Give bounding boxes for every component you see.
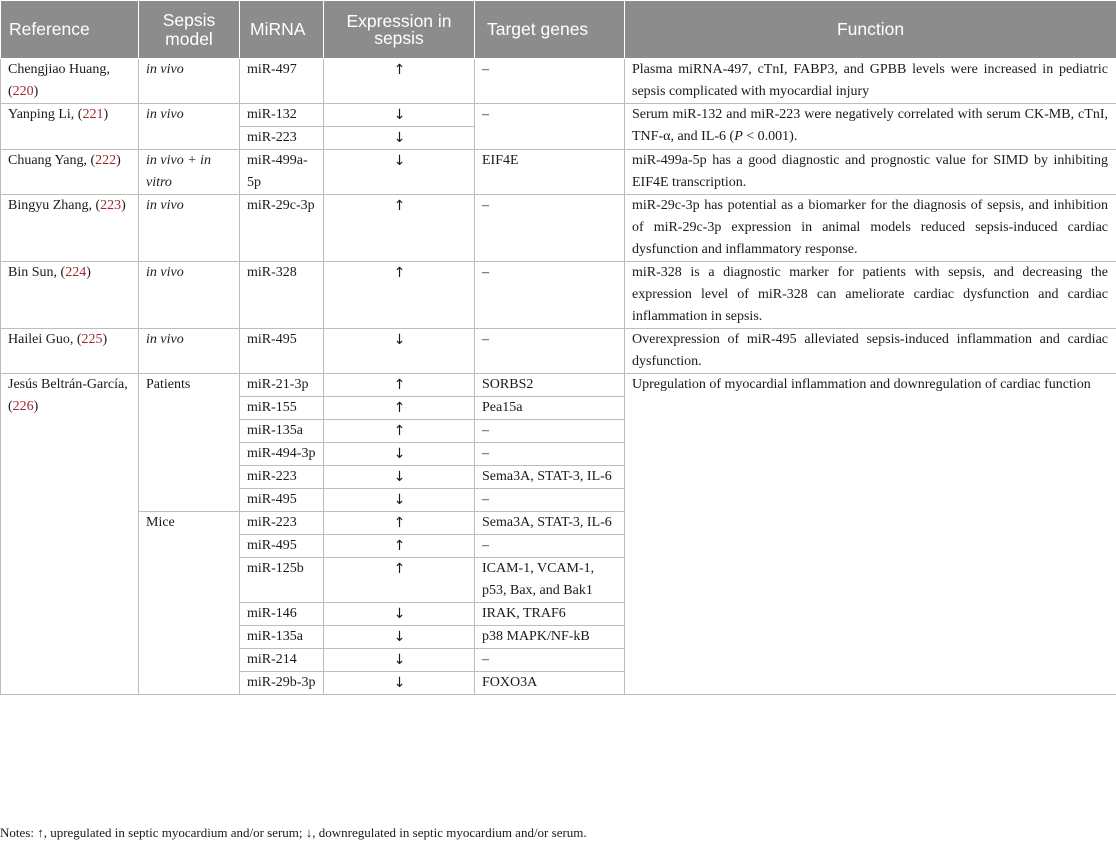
- author-name: Bin Sun,: [8, 265, 58, 280]
- target-cell: –: [475, 420, 625, 443]
- citation-link[interactable]: 220: [12, 84, 34, 99]
- table-row: [1, 104, 1116, 127]
- target-cell: Sema3A, STAT-3, IL-6: [475, 512, 625, 535]
- mirna-cell: miR-155: [240, 397, 324, 420]
- target-cell: –: [475, 195, 625, 262]
- mirna-cell: miR-29c-3p: [240, 195, 324, 262]
- mirna-cell: miR-495: [240, 329, 324, 374]
- header-sepsis-model: Sepsis model: [139, 1, 240, 59]
- citation-link[interactable]: 224: [65, 265, 87, 280]
- function-cell: miR-499a-5p has a good diagnostic and prognostic value for SIMD by inhibiting EIF4E transcription.: [625, 150, 1116, 195]
- target-cell: Pea15a: [475, 397, 625, 420]
- target-cell: –: [475, 329, 625, 374]
- table-row: [1, 195, 1116, 262]
- model-cell: in vivo: [139, 104, 240, 150]
- expression-arrow: ↑: [324, 420, 475, 443]
- expression-arrow: ↑: [324, 535, 475, 558]
- header-mirna: MiRNA: [240, 1, 324, 59]
- model-cell: in vivo: [139, 59, 240, 104]
- citation-link[interactable]: 223: [100, 198, 122, 213]
- header-target-genes: Target genes: [475, 1, 625, 59]
- target-cell: –: [475, 489, 625, 512]
- expression-arrow: ↓: [324, 603, 475, 626]
- expression-arrow: ↓: [324, 127, 475, 150]
- expression-arrow: ↓: [324, 329, 475, 374]
- target-cell: –: [475, 649, 625, 672]
- target-cell: EIF4E: [475, 150, 625, 195]
- expression-arrow: ↓: [324, 489, 475, 512]
- function-cell: Upregulation of myocardial inflammation and downregulation of cardiac function: [625, 374, 1116, 695]
- mirna-cell: miR-499a-5p: [240, 150, 324, 195]
- function-cell: Overexpression of miR-495 alleviated sepsis-induced inflammation and cardiac dysfunction.: [625, 329, 1116, 374]
- table-row: [1, 150, 1116, 195]
- mirna-cell: miR-223: [240, 466, 324, 489]
- target-cell: SORBS2: [475, 374, 625, 397]
- mirna-cell: miR-125b: [240, 558, 324, 603]
- expression-arrow: ↓: [324, 104, 475, 127]
- header-reference: Reference: [1, 1, 139, 59]
- mirna-cell: miR-29b-3p: [240, 672, 324, 695]
- author-name: Bingyu Zhang,: [8, 198, 92, 213]
- model-cell: in vivo: [139, 329, 240, 374]
- model-cell: in vivo + in vitro: [139, 150, 240, 195]
- target-cell: Sema3A, STAT-3, IL-6: [475, 466, 625, 489]
- model-cell: Mice: [139, 512, 240, 695]
- expression-arrow: ↑: [324, 195, 475, 262]
- author-name: Jesús Beltrán-García,: [8, 377, 128, 392]
- target-cell: p38 MAPK/NF-kB: [475, 626, 625, 649]
- expression-arrow: ↓: [324, 626, 475, 649]
- reference-cell: Yanping Li, (221): [1, 104, 139, 150]
- expression-arrow: ↑: [324, 59, 475, 104]
- expression-arrow: ↓: [324, 466, 475, 489]
- mirna-cell: miR-214: [240, 649, 324, 672]
- target-cell: –: [475, 443, 625, 466]
- citation-link[interactable]: 222: [95, 153, 117, 168]
- table-row: [1, 59, 1116, 104]
- mirna-cell: miR-494-3p: [240, 443, 324, 466]
- expression-arrow: ↓: [324, 649, 475, 672]
- mirna-cell: miR-328: [240, 262, 324, 329]
- function-cell: miR-328 is a diagnostic marker for patients with sepsis, and decreasing the expression level of miR-328 can ameliorate cardiac dysfunction and cardiac inflammation in sepsis.: [625, 262, 1116, 329]
- mirna-cell: miR-495: [240, 489, 324, 512]
- reference-cell: Hailei Guo, (225): [1, 329, 139, 374]
- expression-arrow: ↓: [324, 672, 475, 695]
- function-cell: miR-29c-3p has potential as a biomarker for the diagnosis of sepsis, and inhibition of miR-29c-3p expression in animal models reduced sepsis-induced cardiac dysfunction and inflammatory response.: [625, 195, 1116, 262]
- reference-cell: Jesús Beltrán-García, (226): [1, 374, 139, 695]
- header-row: [1, 1, 1116, 59]
- reference-cell: Bingyu Zhang, (223): [1, 195, 139, 262]
- mirna-cell: miR-495: [240, 535, 324, 558]
- target-cell: IRAK, TRAF6: [475, 603, 625, 626]
- mirna-cell: miR-223: [240, 127, 324, 150]
- mirna-cell: miR-21-3p: [240, 374, 324, 397]
- author-name: Chuang Yang,: [8, 153, 87, 168]
- table-row: [1, 329, 1116, 374]
- expression-arrow: ↑: [324, 558, 475, 603]
- function-cell: Serum miR-132 and miR-223 were negatively correlated with serum CK-MB, cTnI, TNF-α, and IL-6 (P < 0.001).: [625, 104, 1116, 150]
- author-name: Yanping Li,: [8, 107, 75, 122]
- mirna-cell: miR-146: [240, 603, 324, 626]
- expression-arrow: ↑: [324, 512, 475, 535]
- function-cell: Plasma miRNA-497, cTnI, FABP3, and GPBB levels were increased in pediatric sepsis complicated with myocardial injury: [625, 59, 1116, 104]
- citation-link[interactable]: 226: [12, 399, 34, 414]
- target-cell: –: [475, 59, 625, 104]
- table-row: [1, 374, 1116, 397]
- target-cell: FOXO3A: [475, 672, 625, 695]
- reference-cell: Chuang Yang, (222): [1, 150, 139, 195]
- header-function: Function: [625, 1, 1116, 59]
- mirna-cell: miR-132: [240, 104, 324, 127]
- reference-cell: Bin Sun, (224): [1, 262, 139, 329]
- expression-arrow: ↓: [324, 150, 475, 195]
- model-cell: in vivo: [139, 195, 240, 262]
- expression-arrow: ↑: [324, 262, 475, 329]
- author-name: Hailei Guo,: [8, 332, 74, 347]
- author-name: Chengjiao Huang,: [8, 62, 110, 77]
- target-cell: –: [475, 262, 625, 329]
- mirna-cell: miR-223: [240, 512, 324, 535]
- citation-link[interactable]: 225: [81, 332, 103, 347]
- table-row: [1, 262, 1116, 329]
- reference-cell: Chengjiao Huang, (220): [1, 59, 139, 104]
- target-cell: –: [475, 535, 625, 558]
- expression-arrow: ↑: [324, 397, 475, 420]
- mirna-cell: miR-135a: [240, 626, 324, 649]
- mirna-cell: miR-135a: [240, 420, 324, 443]
- header-expression: Expression in sepsis: [324, 1, 475, 59]
- target-cell: –: [475, 104, 625, 150]
- expression-arrow: ↓: [324, 443, 475, 466]
- target-cell: ICAM-1, VCAM-1, p53, Bax, and Bak1: [475, 558, 625, 603]
- table-notes: Notes: ↑, upregulated in septic myocardium and/or serum; ↓, downregulated in septic myocardium and/or serum.: [0, 825, 587, 840]
- citation-link[interactable]: 221: [82, 107, 104, 122]
- model-cell: Patients: [139, 374, 240, 512]
- mirna-cell: miR-497: [240, 59, 324, 104]
- model-cell: in vivo: [139, 262, 240, 329]
- expression-arrow: ↑: [324, 374, 475, 397]
